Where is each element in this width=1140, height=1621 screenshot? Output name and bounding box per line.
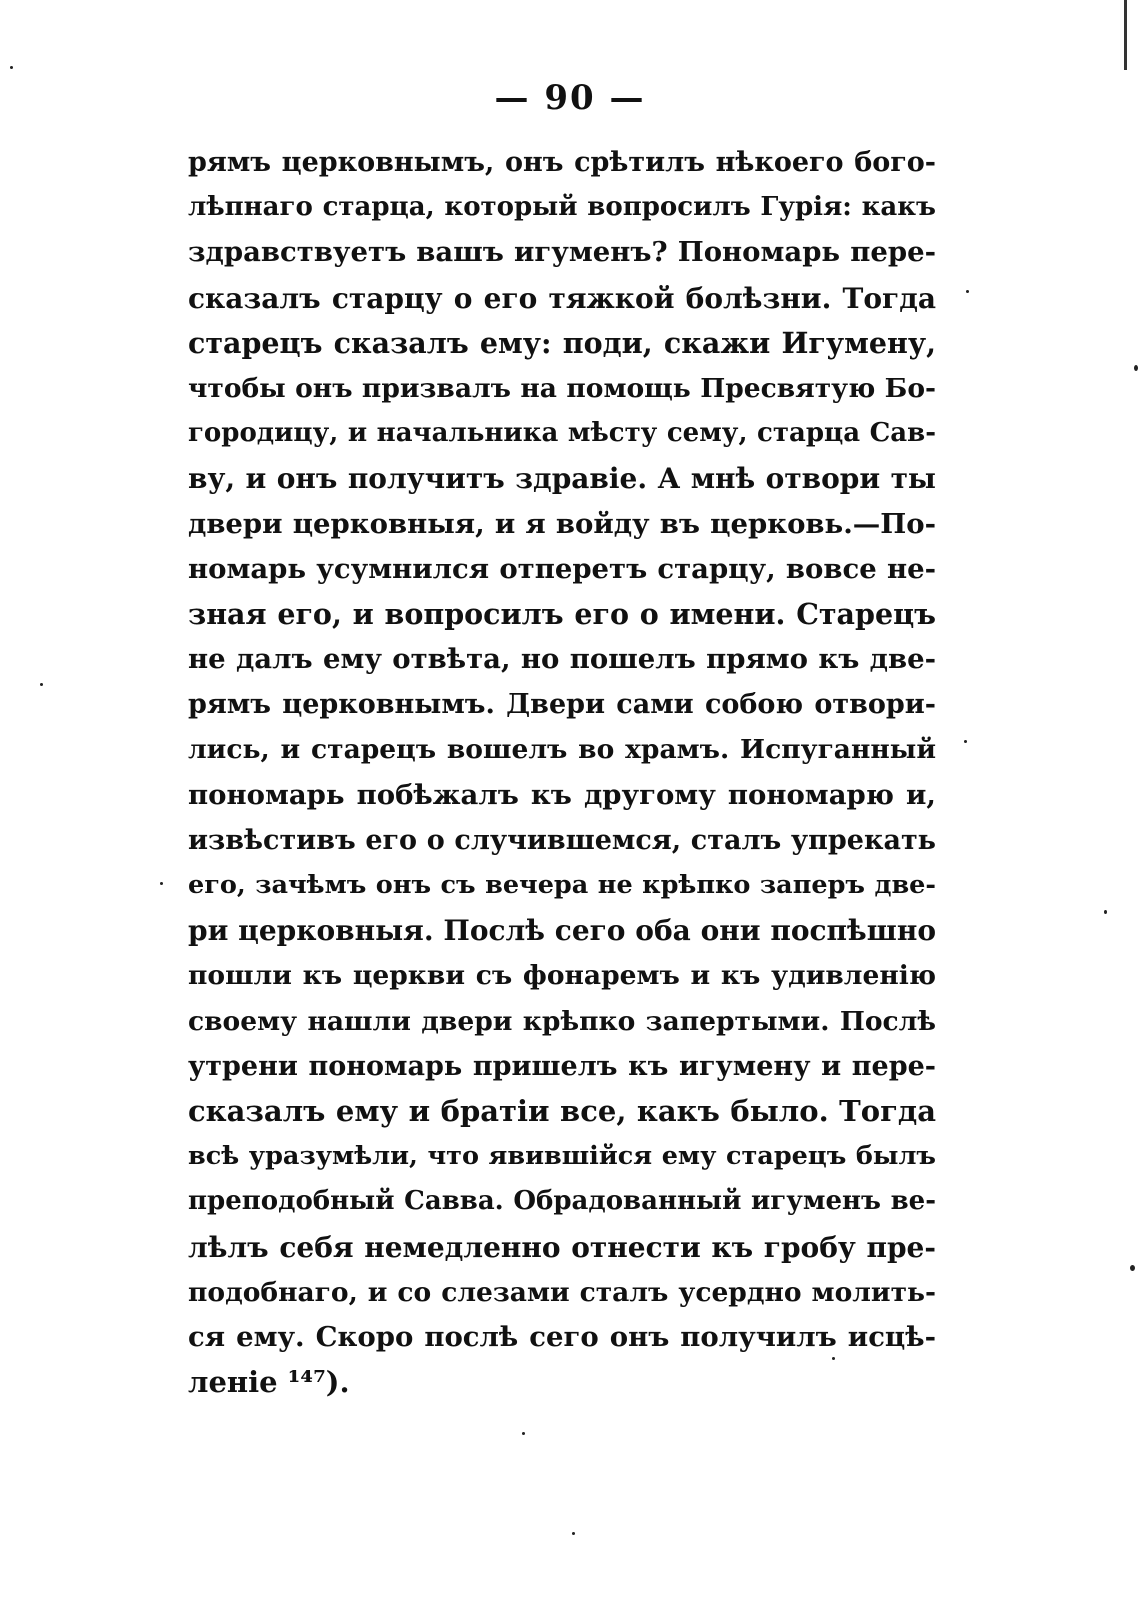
text-line: старецъ сказалъ ему: поди, скажи Игумену, — [188, 325, 936, 360]
scan-edge-line — [1124, 0, 1127, 70]
scan-speck — [1134, 365, 1138, 371]
text-line: лѣлъ себя немедленно отнести къ гробу пре- — [188, 1230, 936, 1264]
text-line: двери церковныя, и я войду въ церковь.—По- — [188, 507, 936, 540]
text-line: лѣпнаго старца, который вопросилъ Гурія: какъ — [188, 192, 936, 223]
text-line: сказалъ старцу о его тяжкой болѣзни. Тогда — [188, 281, 936, 315]
text-line: зная его, и вопросилъ его о имени. Старецъ — [188, 596, 936, 631]
text-line: пономарь побѣжалъ къ другому пономарю и, — [188, 778, 936, 811]
scan-speck — [1104, 910, 1107, 914]
text-line: всѣ уразумѣли, что явившійся ему старецъ былъ — [188, 1141, 936, 1172]
text-line: сказалъ ему и братіи все, какъ было. Тогда — [188, 1093, 936, 1128]
text-line: преподобный Савва. Обрадованный игуменъ ве- — [188, 1186, 936, 1217]
scan-speck — [966, 290, 969, 293]
text-line: ву, и онъ получитъ здравіе. А мнѣ отвори ты — [188, 462, 936, 496]
text-line: рямъ церковнымъ. Двери сами собою отвори- — [188, 689, 936, 721]
scan-speck — [522, 1432, 525, 1435]
text-line: номарь усумнился отперетъ старцу, вовсе не- — [188, 552, 936, 585]
text-line: рямъ церковнымъ, онъ срѣтилъ нѣкоего бого- — [188, 147, 936, 178]
text-line: не далъ ему отвѣта, но пошелъ прямо къ две- — [188, 643, 936, 676]
text-line: извѣстивъ его о случившемся, сталъ упрекать — [188, 824, 936, 856]
body-text — [188, 140, 936, 1405]
scan-speck — [40, 683, 43, 686]
text-line: чтобы онъ призвалъ на помощь Пресвятую Бо- — [188, 372, 936, 404]
text-line: городицу, и начальника мѣсту сему, старца Сав- — [188, 418, 936, 449]
scan-speck — [1130, 1265, 1135, 1271]
scan-speck — [572, 1532, 575, 1535]
text-line: лись, и старецъ вошелъ во храмъ. Испуганный — [188, 734, 936, 766]
text-line: утрени пономарь пришелъ къ игумену и пере- — [188, 1050, 936, 1082]
text-line: его, зачѣмъ онъ съ вечера не крѣпко заперъ две- — [188, 870, 936, 900]
scan-speck — [832, 1357, 835, 1360]
text-line: ри церковныя. Послѣ сего оба они поспѣшно — [188, 914, 936, 948]
text-line: подобнаго, и со слезами сталъ усердно молить- — [188, 1276, 936, 1308]
text-line: пошли къ церкви съ фонаремъ и къ удивленію — [188, 960, 936, 992]
text-line: леніе ¹⁴⁷). — [188, 1365, 350, 1400]
page-number: — 90 — — [494, 78, 646, 118]
scan-speck — [10, 66, 13, 69]
text-line: своему нашли двери крѣпко запертыми. Послѣ — [188, 1005, 936, 1037]
scan-speck — [160, 882, 163, 885]
text-line: здравствуетъ вашъ игуменъ? Пономарь пере- — [188, 236, 936, 269]
text-line: ся ему. Скоро послѣ сего онъ получилъ исцѣ- — [188, 1320, 936, 1353]
scan-speck — [964, 740, 967, 743]
